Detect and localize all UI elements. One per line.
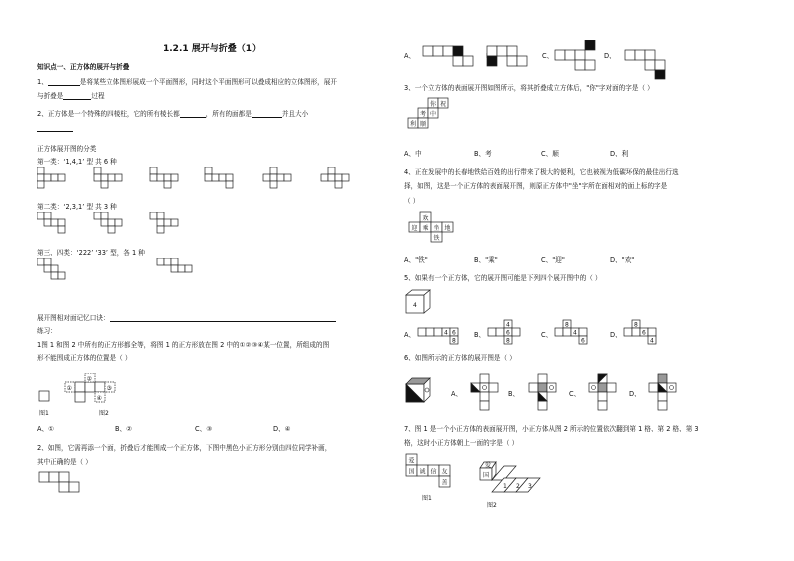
question-5-text: 5、如果有一个正方体，它的展开图可能是下列四个展开图中的（ ） [404,274,602,282]
option-a[interactable]: A、① [37,425,55,433]
cell-number: 3 [528,483,532,490]
section-heading: 知识点一、正方体的展开与折叠 [37,63,130,71]
face-char: 国 [483,472,490,479]
question-1-line-1: 1、 是将某些立体图形展成一个平面图形，同时这个平面图形可以叠成相应的立体图形，展开 [37,78,337,86]
option-a[interactable]: A、 [451,390,463,398]
practice-1-line-1: 1图 1 和图 2 中所有的正方形都全等，将图 1 的正方形放在图 2 中的①②③④某一位置，所组成的图 [37,341,330,349]
option-a-net [423,46,473,66]
svg-text:6: 6 [506,329,510,337]
option-c[interactable]: C、顺 [541,150,559,158]
net-2-3-1-a [37,212,65,233]
cell-number: 1 [503,483,507,490]
svg-text:6: 6 [642,329,646,337]
question-2-line-2 [37,124,73,132]
question-4-options [404,256,734,265]
face-char: 坐 [433,225,440,232]
face-char: 乘 [422,225,429,232]
category-1-label: 第一类：‘1,4,1’ 型 共 6 种 [37,158,117,166]
face-char: 迎 [411,225,418,232]
blank [180,110,206,118]
category-2-nets-figure [37,212,237,242]
option-a[interactable]: A、"铁" [404,256,428,264]
option-c[interactable]: C、"迎" [541,256,565,264]
figure-2-grid [480,461,540,492]
face-char: 地 [444,225,451,232]
option-d[interactable]: D、利 [610,150,629,158]
question-3-net-figure [404,96,484,142]
net-1-4-1-b [94,167,122,188]
svg-text:8: 8 [506,337,510,345]
classification-heading: 正方体展开图的分类 [37,145,97,153]
figure-2-net [65,373,115,402]
svg-text:6: 6 [581,337,585,345]
question-1-line-2: 与折叠是 过程 [37,92,105,100]
option-b[interactable]: B、② [115,425,133,433]
practice-2-net-figure [37,470,97,500]
face-char: 你 [430,101,437,108]
blank [252,110,282,118]
position-label: ① [66,385,72,392]
category-1-nets-figure [37,167,387,197]
practice-1-options [37,425,367,434]
page-title: 1.2.1 展开与折叠（1） [163,44,262,54]
practice-2-line-1: 2、如图，它需再添一个面，折叠后才能围成一个正方体，下图中黑色小正方形分别由四位同学补画， [37,444,332,452]
practice-2-option-nets [415,40,695,80]
category-3-nets-figure [37,258,237,294]
face-char: 中 [430,111,437,118]
option-c[interactable]: C、③ [195,425,213,433]
practice-1-line-2: 形不能围成正方体的位置是（ ） [37,354,132,362]
figure-1-net [406,454,450,487]
option-a-net [471,374,498,410]
face-number: 4 [413,302,417,309]
face-char: 铁 [433,235,440,242]
question-7-line-2: 格，这时小正方体朝上一面的字是（ ） [404,439,519,447]
option-b[interactable]: B、"乘" [474,256,498,264]
option-b[interactable]: B、考 [474,150,492,158]
net-2-3-1-c [150,212,178,233]
face-char: 善 [441,479,448,487]
face-char: 友 [441,468,448,476]
face-char: 欢 [422,215,429,222]
svg-text:4: 4 [573,329,577,337]
question-3-options [404,150,734,159]
net-2-2-2 [37,258,65,279]
option-c-net [555,40,595,70]
blank [110,314,336,322]
question-5-cube-figure [404,288,434,316]
question-4-line-3: （ ） [404,197,420,205]
question-6-option-nets [462,372,692,416]
face-char: 国 [408,468,415,476]
question-6-cube-figure [404,376,434,406]
net-1-4-1-f [321,167,349,188]
question-3-text: 3、一个立方体的表面展开图如图所示，将其折叠成立方体后，"你"字对面的字是（ ） [404,84,654,92]
option-a[interactable]: A、中 [404,150,422,158]
question-7-figures [404,450,554,512]
option-d[interactable]: D、"欢" [610,256,635,264]
option-d[interactable]: D、 [610,331,622,339]
option-d-net [624,320,656,345]
option-a-net [418,328,458,345]
question-7-line-1: 7、图 1 是一个小正方体的表面展开图，小正方体从图 2 所示的位置依次翻到第 1 格、第 2 格、第 3 [404,425,699,433]
question-4-net-figure [404,210,484,250]
option-d[interactable]: D、 [604,52,616,60]
question-4-line-1: 4、正在发展中的长春地铁给百姓的出行带来了极大的便利，它也被视为低碳环保的最佳出行选 [404,168,679,176]
practice-label: 练习： [37,327,57,335]
option-c-net [589,374,616,410]
option-a[interactable]: A、 [404,331,416,339]
figure-2-caption: 图2 [99,410,109,417]
option-c[interactable]: C、 [541,331,553,339]
option-a[interactable]: A、 [404,52,416,60]
svg-text:8: 8 [452,337,456,345]
option-b[interactable]: B、 [508,390,520,398]
face-char: 考 [420,111,427,118]
face-char: 爱 [408,457,415,465]
svg-text:6: 6 [452,329,456,337]
net-1-4-1-c [150,167,178,188]
position-label: ② [86,375,92,383]
option-c[interactable]: C、 [542,52,554,60]
option-d[interactable]: D、④ [273,425,291,433]
option-b-net [529,374,556,410]
position-label: ④ [96,395,102,402]
net-1-4-1-d [205,167,233,188]
option-d[interactable]: D、 [629,390,641,398]
practice-1-figures [37,373,167,417]
category-3-label: 第三、四类：‘222’ ‘33’ 型，各 1 种 [37,249,145,257]
net-3-3 [157,258,192,272]
blank [63,92,91,100]
option-d-net [625,50,665,79]
face-char: 顺 [420,121,427,128]
option-c[interactable]: C、 [569,390,581,398]
figure-1-caption: 图1 [422,495,432,502]
memory-rhyme-label: 展开图相对面记忆口诀： [37,314,336,322]
option-c-net [555,320,587,345]
face-char: 利 [410,121,417,128]
face-char: 爱 [485,462,492,469]
face-char: 诚 [419,468,426,476]
figure-2-caption: 图2 [487,502,497,509]
option-b[interactable]: B、 [474,331,486,339]
option-b-net [487,46,527,66]
category-2-label: 第二类：‘2,3,1’ 型 共 3 种 [37,203,117,211]
question-6-text: 6、如图所示的正方体的展开图是（ ） [404,354,516,362]
face-char: 祝 [440,101,447,108]
svg-text:8: 8 [634,321,638,329]
practice-2-line-2: 其中正确的是（ ） [37,458,92,466]
svg-text:4: 4 [506,321,510,329]
cell-number: 2 [516,483,520,490]
net-2-3-1-b [94,212,122,233]
net-1-4-1-a [37,167,65,188]
svg-text:8: 8 [565,321,569,329]
blank [48,78,80,86]
figure-1-square [39,391,49,401]
question-5-option-nets [404,318,694,348]
blank [37,124,73,132]
figure-1-caption: 图1 [39,410,49,417]
option-d-net [649,374,676,410]
option-b-net [488,320,520,345]
position-label: ③ [106,385,112,392]
question-2-line-1: 2、正方体是一个特殊的四棱柱，它的所有棱长都 ，所有的面都是 并且大小 [37,110,309,118]
svg-text:4: 4 [444,329,448,337]
face-char: 信 [430,468,437,476]
svg-text:4: 4 [650,337,654,345]
question-4-line-2: 择，如图，这是一个正方体的表面展开图，则原正方体中"坐"字所在面相对的面上标的字是 [404,182,668,190]
net-1-4-1-e [263,167,291,188]
